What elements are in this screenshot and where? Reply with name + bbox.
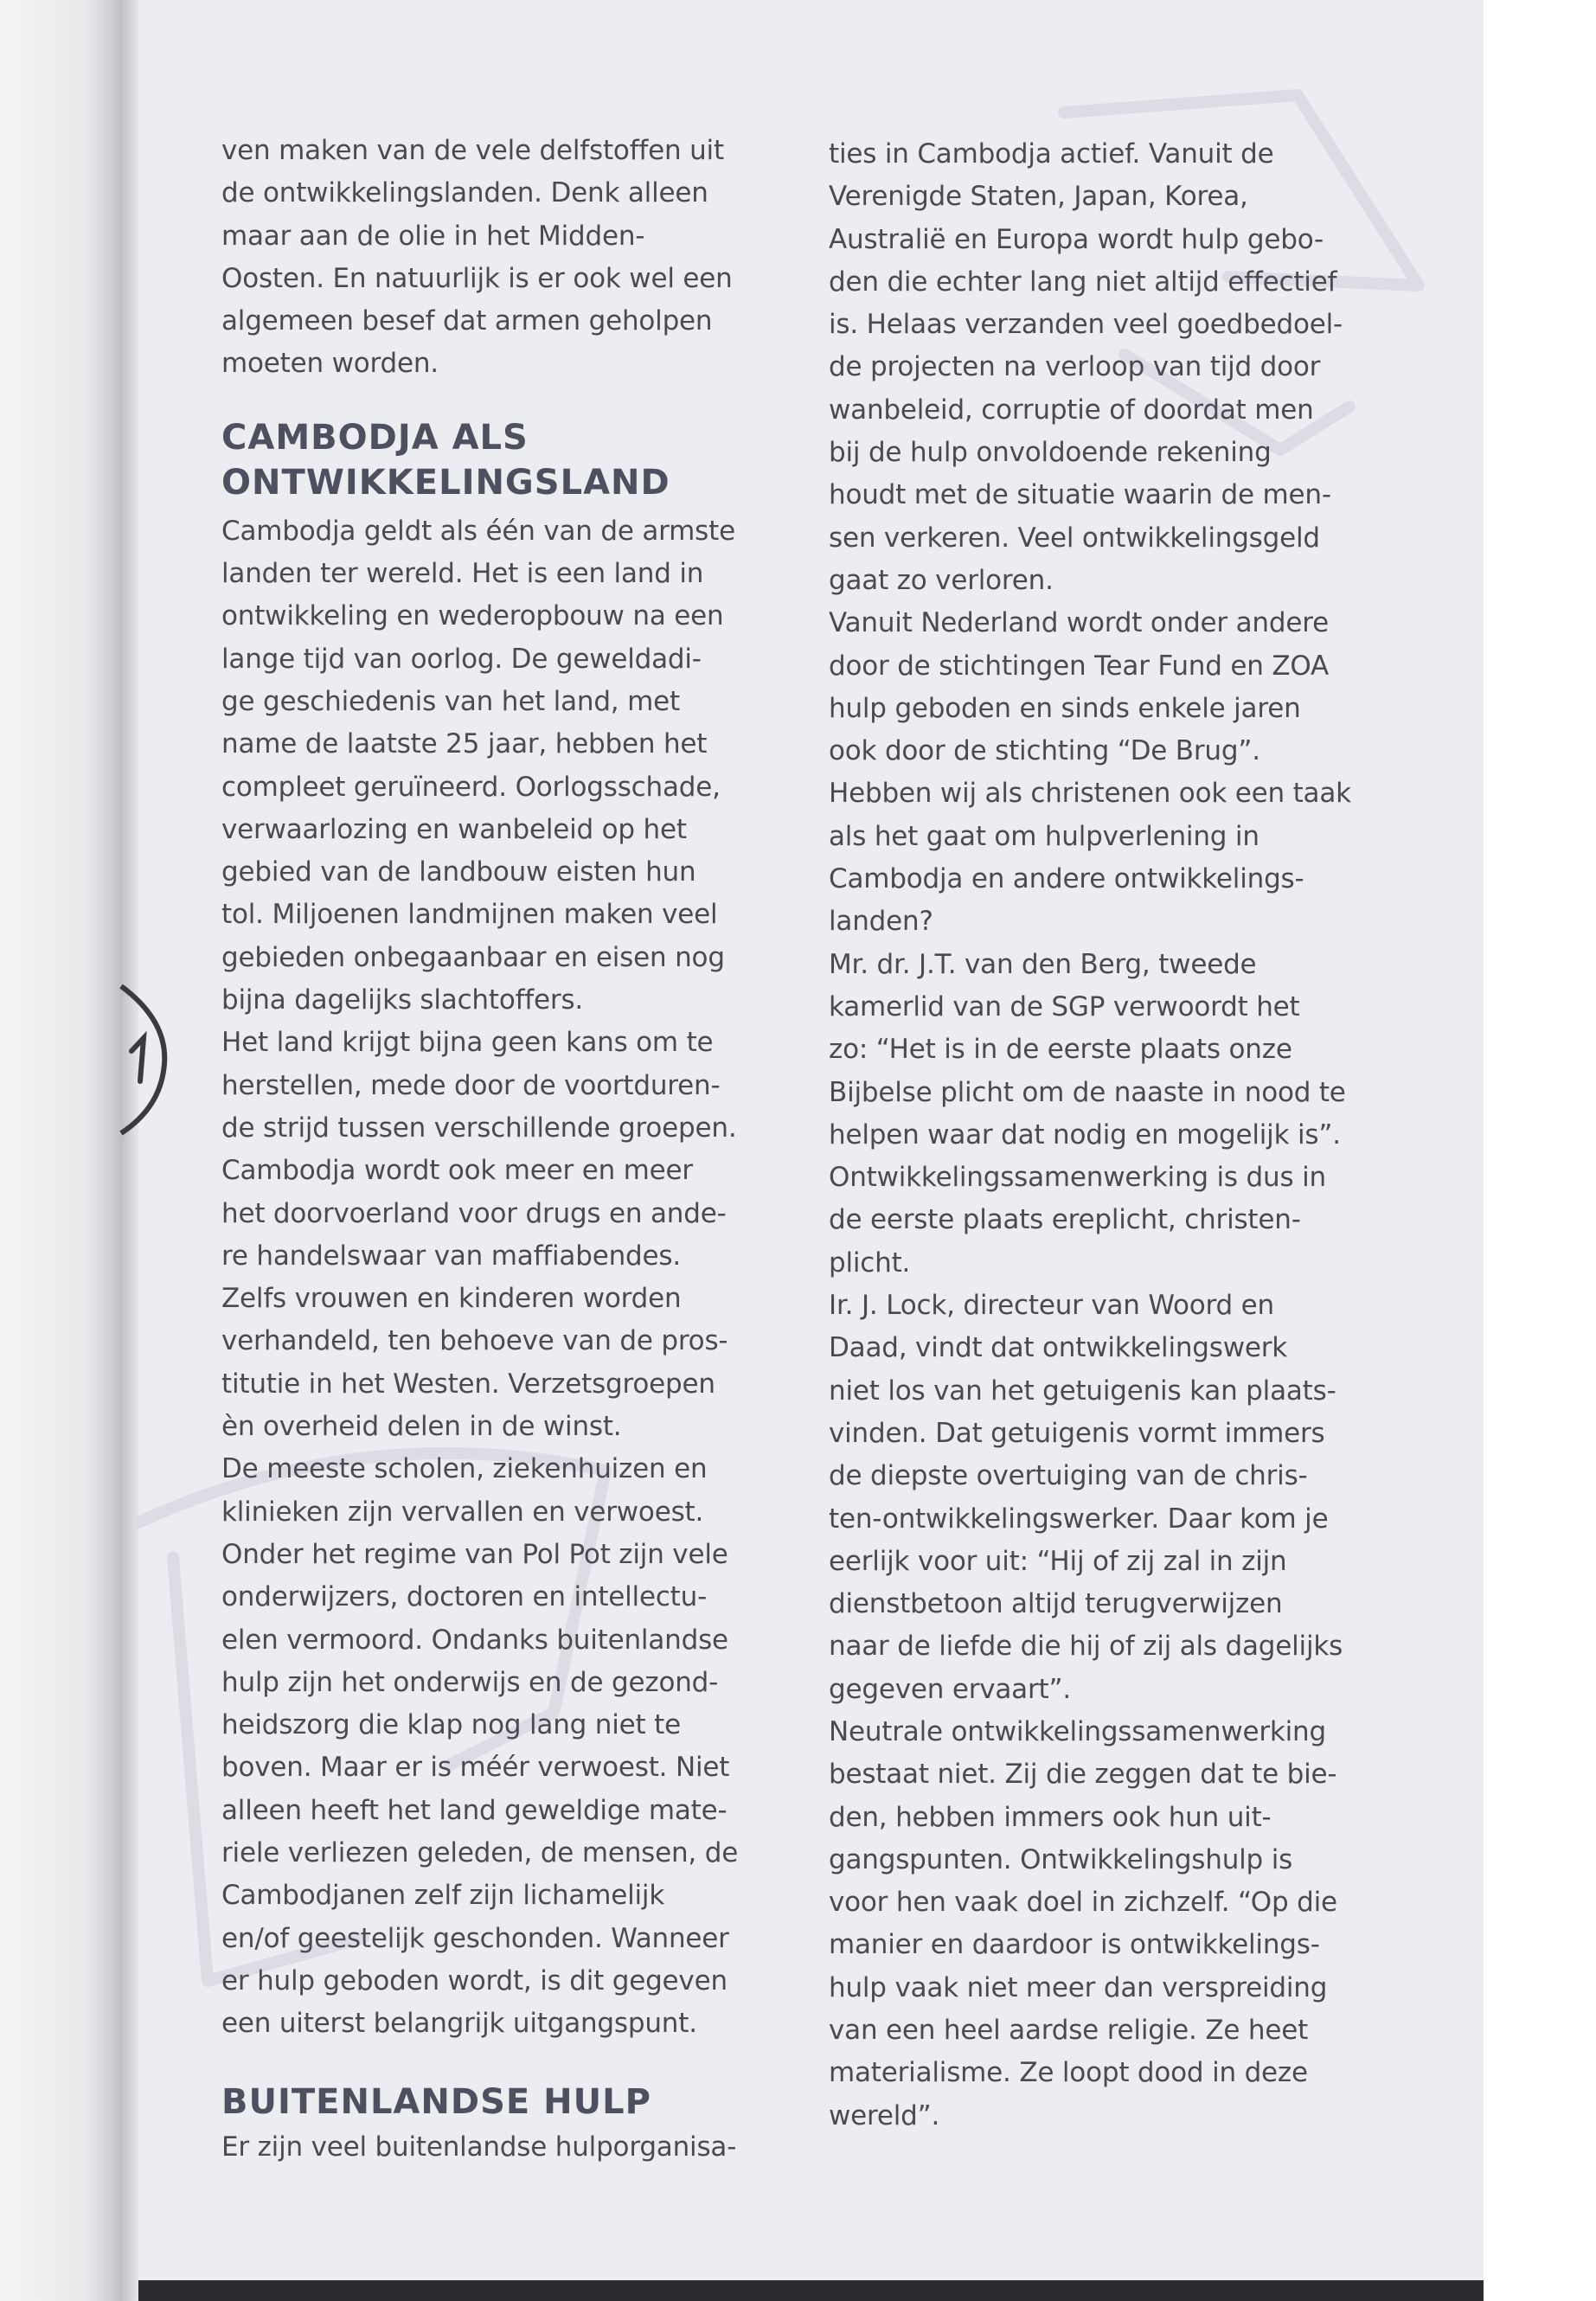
text-line: ties in Cambodja actief. Vanuit de — [829, 138, 1274, 170]
text-line: maar aan de olie in het Midden- — [221, 220, 645, 252]
text-line: niet los van het getuigenis kan plaats- — [829, 1375, 1336, 1407]
text-line: de strijd tussen verschillende groepen. — [221, 1112, 737, 1144]
section-body-buitenlandse-hulp — [221, 2126, 792, 2169]
text-line: en/of geestelijk geschonden. Wanneer — [221, 1922, 729, 1954]
text-line: ten-ontwikkelingswerker. Daar kom je — [829, 1503, 1329, 1535]
text-line: de projecten na verloop van tijd door — [829, 351, 1321, 383]
text-line: plicht. — [829, 1247, 911, 1279]
text-line: ge geschiedenis van het land, met — [221, 685, 680, 717]
text-line: Oosten. En natuurlijk is er ook wel een — [221, 262, 733, 294]
text-line: sen verkeren. Veel ontwikkelingsgeld — [829, 522, 1320, 554]
text-line: hulp geboden en sinds enkele jaren — [829, 692, 1301, 724]
text-line: ven maken van de vele delfstoffen uit — [221, 135, 724, 166]
text-line: gebied van de landbouw eisten hun — [221, 856, 696, 888]
text-line: bij de hulp onvoldoende rekening — [829, 437, 1272, 469]
text-line: heidszorg die klap nog lang niet te — [221, 1709, 681, 1741]
text-line: Onder het regime van Pol Pot zijn vele — [221, 1538, 728, 1570]
text-line: bijna dagelijks slachtoffers. — [221, 984, 584, 1016]
text-line: gangspunten. Ontwikkelingshulp is — [829, 1843, 1293, 1875]
text-line: Cambodja en andere ontwikkelings- — [829, 863, 1304, 895]
text-line: naar de liefde die hij of zij als dagelijks — [829, 1631, 1343, 1663]
text-line: dienstbetoon altijd terugverwijzen — [829, 1588, 1283, 1620]
text-line: compleet geruïneerd. Oorlogsschade, — [221, 771, 721, 803]
text-line: de eerste plaats ereplicht, christen- — [829, 1204, 1301, 1236]
text-line: herstellen, mede door de voortduren- — [221, 1069, 721, 1101]
text-line: tol. Miljoenen landmijnen maken veel — [221, 899, 718, 931]
text-line: wanbeleid, corruptie of doordat men — [829, 394, 1314, 426]
text-line: een uiterst belangrijk uitgangspunt. — [221, 2008, 697, 2040]
text-line: re handelswaar van maffiabendes. — [221, 1240, 681, 1272]
text-line: eerlijk voor uit: “Hij of zij zal in zijn — [829, 1545, 1287, 1577]
text-line: den die echter lang niet altijd effectief — [829, 266, 1337, 298]
text-line: Daad, vindt dat ontwikkelingswerk — [829, 1332, 1288, 1364]
text-line: landen? — [829, 906, 933, 938]
text-line: Hebben wij als christenen ook een taak — [829, 778, 1351, 810]
heading-line: CAMBODJA ALS — [221, 417, 529, 458]
text-line: onderwijzers, doctoren en intellectu- — [221, 1581, 708, 1613]
section-heading-cambodja — [221, 415, 792, 505]
text-line: gegeven ervaart”. — [829, 1673, 1071, 1705]
text-line: houdt met de situatie waarin de men- — [829, 479, 1331, 511]
text-line: gebieden onbegaanbaar en eisen nog — [221, 941, 725, 973]
text-line: van een heel aardse religie. Ze heet — [829, 2015, 1309, 2047]
text-line: ook door de stichting “De Brug”. — [829, 735, 1260, 767]
text-line: den, hebben immers ook hun uit- — [829, 1801, 1272, 1833]
text-line: manier en daardoor is ontwikkelings- — [829, 1929, 1320, 1961]
text-line: Australië en Europa wordt hulp gebo- — [829, 223, 1324, 255]
text-line: de diepste overtuiging van de chris- — [829, 1460, 1308, 1492]
text-line: Zelfs vrouwen en kinderen worden — [221, 1283, 682, 1315]
text-line: kamerlid van de SGP verwoordt het — [829, 990, 1300, 1022]
text-line: landen ter wereld. Het is een land in — [221, 558, 704, 590]
heading-line: BUITENLANDSE HULP — [221, 2082, 651, 2123]
text-line: hulp vaak niet meer dan verspreiding — [829, 1971, 1328, 2003]
text-line: voor hen vaak doel in zichzelf. “Op die — [829, 1887, 1337, 1919]
text-line: helpen waar dat nodig en mogelijk is”. — [829, 1118, 1341, 1150]
text-line: titutie in het Westen. Verzetsgroepen — [221, 1368, 715, 1400]
text-line: wereld”. — [829, 2099, 940, 2131]
text-line: is. Helaas verzanden veel goedbedoel- — [829, 309, 1343, 341]
heading-line: ONTWIKKELINGSLAND — [221, 462, 670, 503]
text-line: Ir. J. Lock, directeur van Woord en — [829, 1290, 1275, 1322]
text-line: Mr. dr. J.T. van den Berg, tweede — [829, 948, 1257, 980]
thumb-tab-mark — [114, 969, 175, 1142]
text-line: alleen heeft het land geweldige mate- — [221, 1794, 727, 1826]
text-line: de ontwikkelingslanden. Denk alleen — [221, 177, 708, 209]
text-line: elen vermoord. Ondanks buitenlandse — [221, 1624, 728, 1656]
text-line: Vanuit Nederland wordt onder andere — [829, 607, 1329, 639]
text-line: gaat zo verloren. — [829, 564, 1054, 596]
intro-paragraph — [221, 130, 792, 386]
text-line: klinieken zijn vervallen en verwoest. — [221, 1496, 704, 1528]
text-line: boven. Maar er is méér verwoest. Niet — [221, 1752, 730, 1784]
text-line: Cambodja geldt als één van de armste — [221, 515, 735, 547]
text-line: het doorvoerland voor drugs en ande- — [221, 1197, 727, 1229]
text-line: vinden. Dat getuigenis vormt immers — [829, 1417, 1325, 1449]
text-line: Er zijn veel buitenlandse hulporganisa- — [221, 2131, 737, 2163]
text-line: ontwikkeling en wederopbouw na een — [221, 600, 724, 632]
text-line: Bijbelse plicht om de naaste in nood te — [829, 1076, 1346, 1108]
text-line: bestaat niet. Zij die zeggen dat te bie- — [829, 1759, 1337, 1791]
text-line: zo: “Het is in de eerste plaats onze — [829, 1034, 1292, 1066]
text-line: verhandeld, ten behoeve van de pros- — [221, 1325, 728, 1357]
text-line: door de stichtingen Tear Fund en ZOA — [829, 650, 1330, 682]
text-line: materialisme. Ze loopt dood in deze — [829, 2057, 1308, 2089]
text-line: Verenigde Staten, Japan, Korea, — [829, 181, 1248, 213]
text-line: Neutrale ontwikkelingssamenwerking — [829, 1715, 1326, 1747]
text-line: Cambodjanen zelf zijn lichamelijk — [221, 1880, 665, 1912]
section-body-cambodja — [221, 510, 792, 2046]
text-line: riele verliezen geleden, de mensen, de — [221, 1836, 739, 1868]
text-line: hulp zijn het onderwijs en de gezond- — [221, 1666, 719, 1698]
text-line: er hulp geboden wordt, is dit gegeven — [221, 1965, 727, 1997]
text-line: èn overheid delen in de winst. — [221, 1411, 622, 1443]
text-line: Cambodja wordt ook meer en meer — [221, 1155, 693, 1187]
text-line: Het land krijgt bijna geen kans om te — [221, 1027, 714, 1059]
text-line: lange tijd van oorlog. De geweldadi- — [221, 643, 702, 675]
right-column — [829, 133, 1426, 2138]
text-line: name de laatste 25 jaar, hebben het — [221, 728, 708, 760]
left-column — [221, 130, 792, 2170]
text-line: algemeen besef dat armen geholpen — [221, 305, 713, 337]
text-line: verwaarlozing en wanbeleid op het — [221, 813, 687, 845]
text-line: De meeste scholen, ziekenhuizen en — [221, 1453, 708, 1485]
text-line: als het gaat om hulpverlening in — [829, 820, 1259, 852]
text-line: moeten worden. — [221, 348, 439, 380]
section-heading-buitenlandse-hulp — [221, 2080, 792, 2125]
text-line: Ontwikkelingssamenwerking is dus in — [829, 1162, 1326, 1194]
